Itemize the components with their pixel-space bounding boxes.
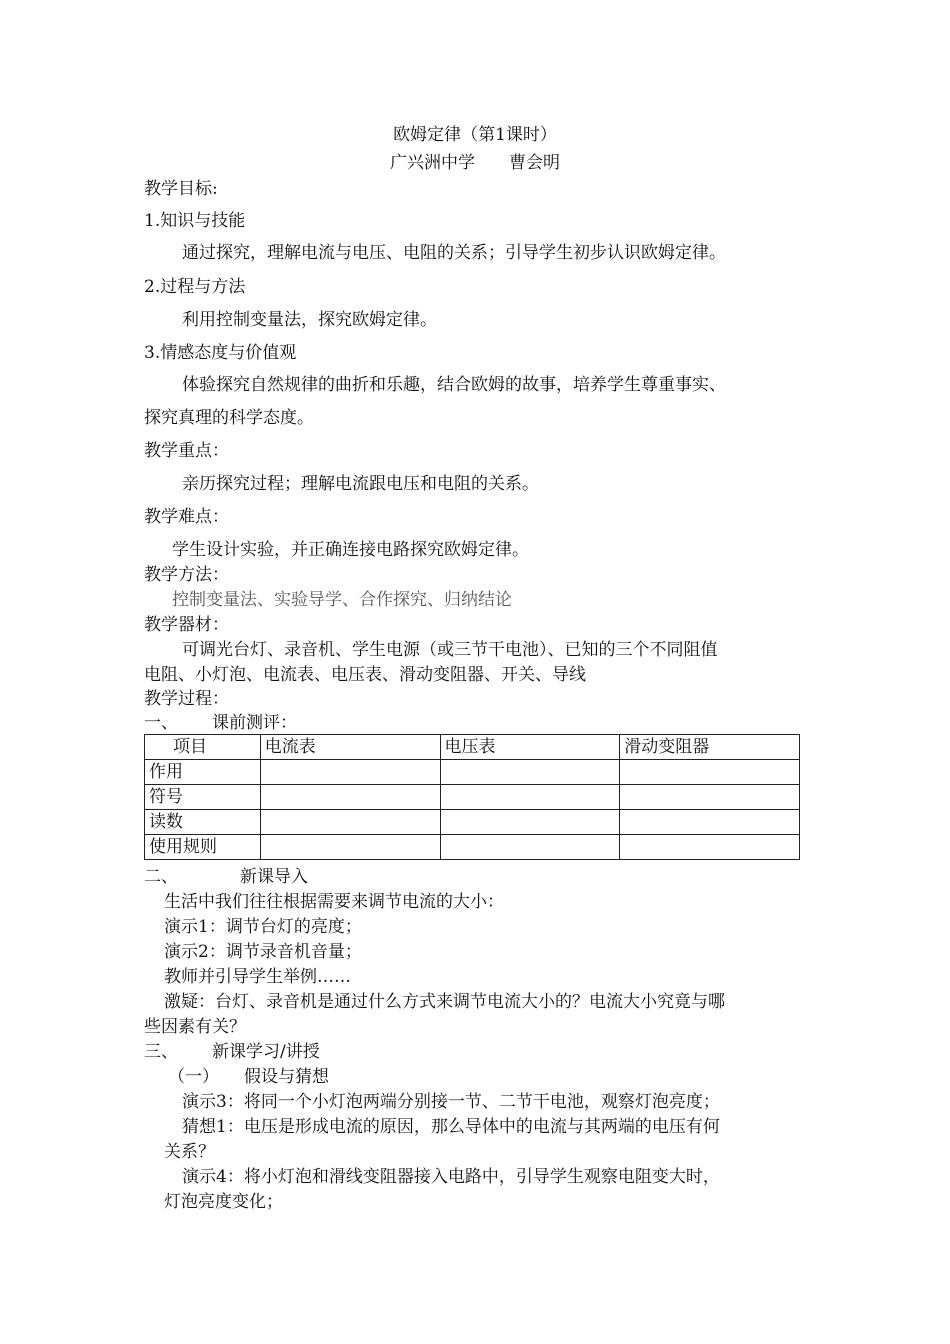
- intro-line-5: 激疑：台灯、录音机是通过什么方式来调节电流大小的？电流大小究竟与哪: [164, 992, 725, 1012]
- table-cell: 作用: [145, 760, 261, 785]
- sub1-title: 假设与猜想: [244, 1067, 329, 1087]
- section2-number: 二、: [144, 867, 178, 887]
- table-cell: [260, 835, 440, 860]
- goal1-text: 通过探究，理解电流与电压、电阻的关系；引导学生初步认识欧姆定律。: [182, 243, 726, 263]
- section3-title: 新课学习/讲授: [212, 1042, 320, 1062]
- table-cell: [440, 760, 620, 785]
- goal3-text-line1: 体验探究自然规律的曲折和乐趣，结合欧姆的故事，培养学生尊重事实、: [182, 375, 726, 395]
- equipment-line1: 可调光台灯、录音机、学生电源（或三节干电池）、已知的三个不同阻值: [182, 640, 718, 660]
- table-header-cell: 电压表: [440, 735, 620, 760]
- table-cell: 符号: [145, 785, 261, 810]
- table-row: [145, 835, 800, 860]
- difficulty-text: 学生设计实验，并正确连接电路探究欧姆定律。: [172, 540, 529, 560]
- section1-number: 一、: [144, 713, 178, 733]
- table-cell: [260, 810, 440, 835]
- intro-line-1: 生活中我们往往根据需要来调节电流的大小：: [164, 892, 504, 912]
- table-cell: [260, 785, 440, 810]
- goal1-heading: 1.知识与技能: [144, 211, 246, 231]
- table-cell: [440, 785, 620, 810]
- method-heading: 教学方法：: [144, 565, 229, 585]
- demo4-line2: 灯泡亮度变化；: [164, 1192, 283, 1212]
- goal3-heading: 3.情感态度与价值观: [144, 343, 297, 363]
- guess1-line1: 猜想1：电压是形成电流的原因，那么导体中的电流与其两端的电压有何: [182, 1117, 720, 1137]
- table-cell: [620, 760, 800, 785]
- author-line: 广兴洲中学 曹会明: [390, 153, 560, 173]
- table-cell: 读数: [145, 810, 261, 835]
- key-heading: 教学重点：: [144, 441, 229, 461]
- table-header-row: [145, 735, 800, 760]
- process-heading: 教学过程：: [144, 689, 229, 709]
- table-header-cell: 项目: [145, 735, 261, 760]
- equipment-heading: 教学器材：: [144, 615, 229, 635]
- demo4-line1: 演示4：将小灯泡和滑线变阻器接入电路中，引导学生观察电阻变大时，: [182, 1167, 720, 1187]
- table-cell: [620, 810, 800, 835]
- table-cell: [260, 760, 440, 785]
- table-row: [145, 760, 800, 785]
- table-row: [145, 785, 800, 810]
- table-cell: 使用规则: [145, 835, 261, 860]
- key-text: 亲历探究过程；理解电流跟电压和电阻的关系。: [182, 474, 539, 494]
- doc-title: 欧姆定律（第1课时）: [393, 125, 557, 145]
- goal2-text: 利用控制变量法，探究欧姆定律。: [182, 310, 437, 330]
- table-cell: [440, 810, 620, 835]
- table-header-cell: 电流表: [260, 735, 440, 760]
- table-header-cell: 滑动变阻器: [620, 735, 800, 760]
- demo3-text: 演示3：将同一个小灯泡两端分别接一节、二节干电池，观察灯泡亮度；: [182, 1092, 720, 1112]
- section1-title: 课前测评：: [212, 713, 297, 733]
- table-cell: [440, 835, 620, 860]
- section2-title: 新课导入: [240, 867, 308, 887]
- intro-line-2: 演示1：调节台灯的亮度；: [164, 917, 362, 937]
- pre-test-table: [144, 734, 800, 860]
- goals-heading: 教学目标:: [144, 179, 218, 199]
- sub1-number: （一）: [168, 1067, 219, 1087]
- intro-line-4: 教师并引导学生举例……: [164, 967, 351, 987]
- equipment-line2: 电阻、小灯泡、电流表、电压表、滑动变阻器、开关、导线: [144, 665, 586, 685]
- guess1-line2: 关系？: [164, 1142, 215, 1162]
- table-cell: [620, 785, 800, 810]
- table-cell: [620, 835, 800, 860]
- section3-number: 三、: [144, 1042, 178, 1062]
- goal2-heading: 2.过程与方法: [144, 277, 246, 297]
- intro-line-3: 演示2：调节录音机音量；: [164, 942, 362, 962]
- table-row: [145, 810, 800, 835]
- difficulty-heading: 教学难点：: [144, 507, 229, 527]
- intro-line-6: 些因素有关？: [144, 1017, 246, 1037]
- goal3-text-line2: 探究真理的科学态度。: [144, 408, 314, 428]
- method-text: 控制变量法、实验导学、合作探究、归纳结论: [172, 590, 512, 610]
